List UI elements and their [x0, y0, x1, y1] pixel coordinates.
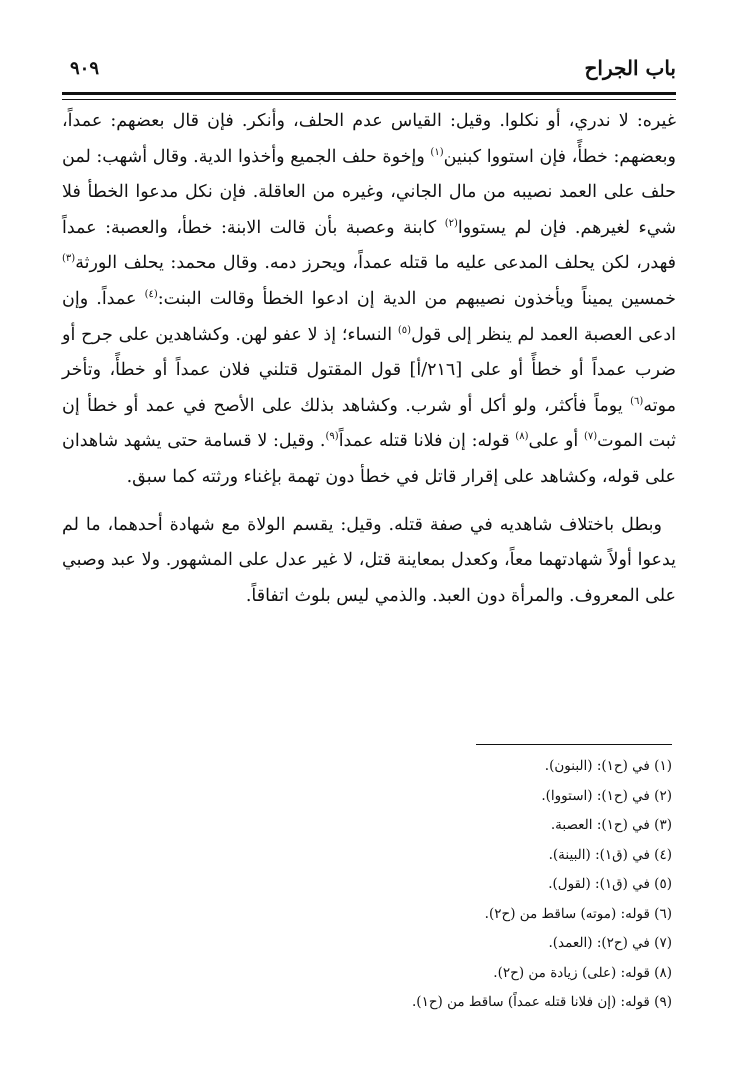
footnote-ref-9: (٩)	[325, 431, 339, 443]
page-number: ٩٠٩	[70, 58, 100, 79]
main-text	[62, 104, 676, 614]
chapter-title: باب الجراح	[584, 56, 676, 80]
footnote-ref-7: (٧)	[583, 431, 598, 443]
footnote: (٣) في (ح١): العصبة.	[550, 817, 672, 833]
text-run: عمداً. وإن ادعى العصبة العمد لم ينظر إلى قول	[62, 288, 676, 345]
text-run: أو على	[528, 431, 584, 452]
footnote-separator	[476, 744, 672, 745]
text-run: خمسين يميناً ويأخذون نصيبهم من الدية إن ادعوا الخطأ وقالت البنت:	[157, 288, 676, 309]
footnote-ref-2: (٢)	[444, 217, 458, 229]
paragraph-2: وبطل باختلاف شاهديه في صفة قتله. وقيل: يقسم الولاة مع شهادة أحدهما، ما لم يدعوا أولاً شهادتهما معاً، وكعدل بمعاينة قتل، لا غير عدل على المشهور. ولا عبد وصبي على المعروف. والمرأة دون العبد. والذمي ليس بلوث اتفاقاً.	[62, 514, 676, 606]
footnote-ref-1: (١)	[430, 146, 444, 158]
footnote-ref-3: (٣)	[62, 253, 76, 265]
page-header	[62, 52, 676, 88]
footnote: (٥) في (ق١): (لقول).	[548, 876, 672, 892]
footnote-ref-8: (٨)	[515, 431, 529, 443]
footnote-ref-5: (٥)	[397, 324, 412, 336]
text-run: النساء؛ إذ لا عفو لهن. وكشاهدين على جرح أو ضرب عمداً أو خطأً أو على [٢١٦/أ] قول المقتول قتلني فلان عمداً أو خطأً، وتأخر موته	[62, 324, 676, 416]
text-run: وإخوة حلف الجميع وأخذوا الدية. وقال أشهب: لمن حلف على العمد نصيبه من مال الجاني، وغيره من العاقلة. فإن نكل مدعوا الخطأ فلا شيء لغيرهم. فإن لم يستووا	[62, 146, 676, 238]
footnote-ref-6: (٦)	[630, 395, 644, 407]
footnote-ref-4: (٤)	[144, 289, 158, 301]
footnote: (٨) قوله: (على) زيادة من (ح٢).	[493, 964, 672, 981]
text-run: . وقيل: لا قسامة حتى يشهد شاهدان على قوله، وكشاهد على إقرار قاتل في خطأ دون تهمة بإغناء ورثته كما سبق.	[62, 431, 676, 487]
footnotes	[112, 752, 672, 1018]
footnote: (٢) في (ح١): (استووا).	[541, 787, 672, 804]
text-run: كابنة وعصبة بأن قالت الابنة: خطأ، والعصبة: عمداً فهدر، لكن يحلف المدعى عليه ما قتله عمداً، ويحرز دمه. وقال محمد: يحلف الورثة	[62, 217, 676, 274]
footnote: (٤) في (ق١): (البينة).	[548, 846, 672, 863]
footnote: (١) في (ح١): (البنون).	[544, 758, 672, 774]
text-run: غيره: لا ندري، أو نكلوا. وقيل: القياس عدم الحلف، وأنكر. فإن قال بعضهم: عمداً، وبعضهم: خطأً، فإن استووا كبنين	[62, 111, 676, 167]
paragraph-1	[62, 104, 676, 496]
footnote: (٩) قوله: (إن فلانا قتله عمداً) ساقط من (ح١).	[412, 994, 672, 1010]
header-rule-thin	[62, 99, 676, 100]
text-run: يوماً فأكثر، ولو أكل أو شرب. وكشاهد بذلك على الأصح في عمد أو خطأ إن ثبت الموت	[62, 395, 677, 452]
header-rule-thick	[62, 92, 676, 95]
footnote: (٦) قوله: (موته) ساقط من (ح٢).	[484, 905, 672, 922]
footnote: (٧) في (ح٢): (العمد).	[548, 935, 672, 951]
text-run: قوله: إن فلانا قتله عمداً	[338, 431, 516, 452]
